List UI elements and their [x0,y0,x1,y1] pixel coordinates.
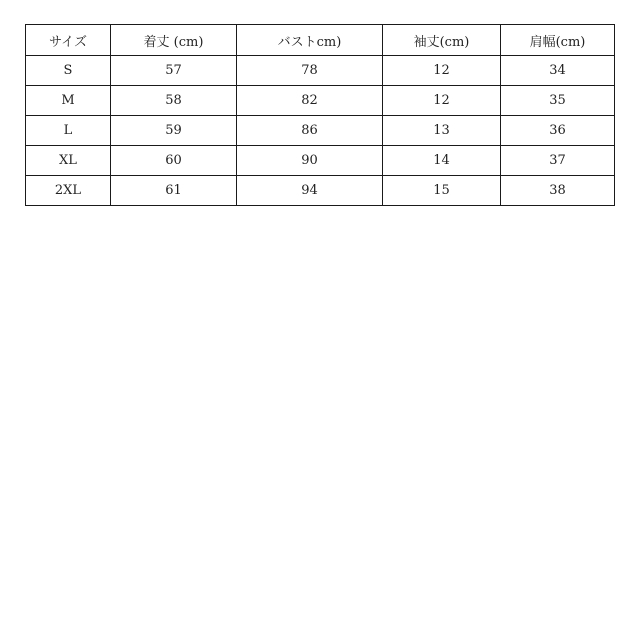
table-row [26,116,615,146]
cell-shoulder: 38 [501,176,615,206]
cell-sleeve: 14 [383,146,501,176]
cell-size: S [26,56,111,86]
cell-length: 61 [111,176,237,206]
cell-length: 60 [111,146,237,176]
cell-sleeve: 12 [383,56,501,86]
header-shoulder: 肩幅(cm) [501,25,615,56]
cell-length: 59 [111,116,237,146]
table-header-row [26,25,615,56]
cell-size: M [26,86,111,116]
header-sleeve: 袖丈(cm) [383,25,501,56]
cell-sleeve: 12 [383,86,501,116]
cell-shoulder: 34 [501,56,615,86]
cell-bust: 78 [237,56,383,86]
table-row [26,56,615,86]
cell-length: 57 [111,56,237,86]
header-bust: バストcm) [237,25,383,56]
cell-bust: 82 [237,86,383,116]
cell-bust: 94 [237,176,383,206]
header-size: サイズ [26,25,111,56]
cell-bust: 90 [237,146,383,176]
table-row [26,146,615,176]
size-chart-table [25,24,615,206]
cell-size: 2XL [26,176,111,206]
cell-length: 58 [111,86,237,116]
header-length: 着丈 (cm) [111,25,237,56]
cell-size: XL [26,146,111,176]
table-row [26,176,615,206]
table-row [26,86,615,116]
cell-size: L [26,116,111,146]
cell-sleeve: 13 [383,116,501,146]
cell-bust: 86 [237,116,383,146]
cell-shoulder: 36 [501,116,615,146]
cell-shoulder: 37 [501,146,615,176]
cell-sleeve: 15 [383,176,501,206]
cell-shoulder: 35 [501,86,615,116]
